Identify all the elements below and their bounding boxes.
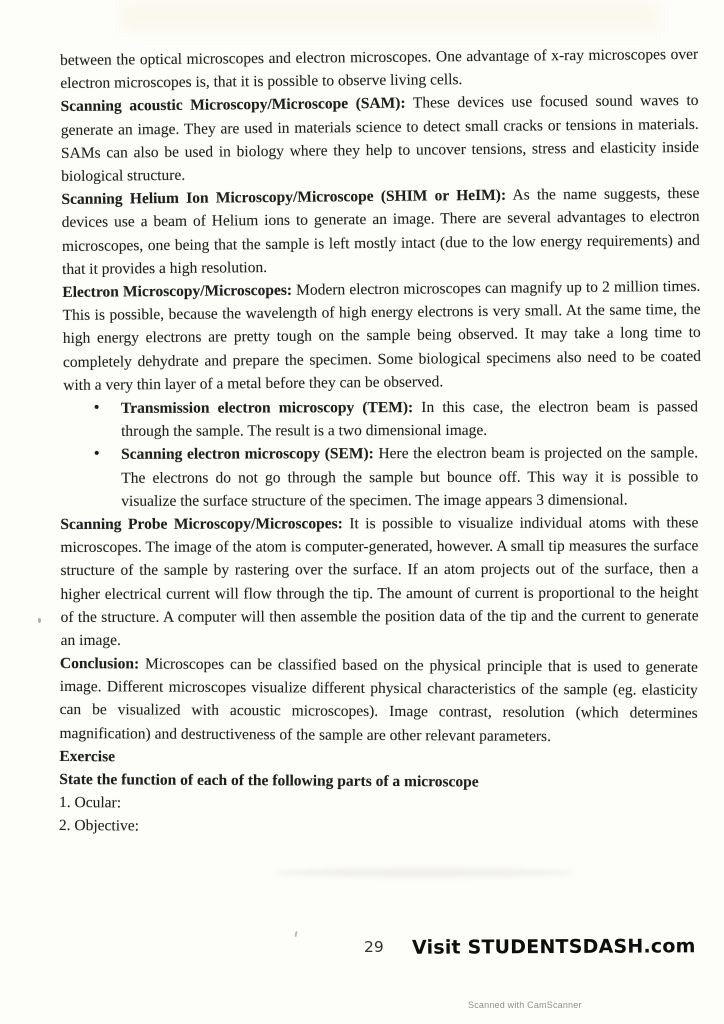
exercise-item-objective: 2. Objective: [58,817,140,836]
paragraph-text: Modern electron microscopes can magnify up to 2 million times. This is possible, because the wavelength of high energy electrons is very small. At the same time, the high energy electrons are pretty tough on the sample being observed. It may take a long time to completely dehydrate and prepare the specimen. Some biological specimens also need to be coated with a very thin layer of a metal before they can be observed. [62,277,702,394]
exercise-prompt: State the function of each of the following parts of a microscope [59,771,479,791]
scan-tint-artifact [120,2,660,32]
exercise-heading: Exercise [59,748,116,766]
scan-smudge-artifact [275,868,575,877]
bullet-lead: Scanning electron microscopy (SEM): [121,445,374,464]
paragraph-xray-continuation [60,43,698,96]
paragraph-shim [61,182,700,281]
page-number: 29 [364,938,384,956]
paragraph-text: These devices use focused sound waves to generate an image. They are used in materials science to detect small cracks or tensions in materials. SAMs can also be used in biology where they help to uncover tensions, stress and elasticity inside biological structure. [60,92,700,186]
bullet-lead: Transmission electron microscopy (TEM): [121,399,414,417]
studentsdash-promo-text: Visit STUDENTSDASH.com [412,935,697,959]
paragraph-conclusion [59,652,698,749]
paragraph-text: As the name suggests, these devices use a beam of Helium ions to generate an image. There are several advantages to electron microscopes, one being that the sample is left mostly intact (due to the low energy requirements) and that it provides a high resolution. [61,185,700,278]
paragraph-scanning-probe [60,511,698,652]
bullet-sem [121,442,698,513]
paragraph-lead: Scanning Probe Microscopy/Microscopes: [60,515,343,534]
paragraph-lead: Scanning acoustic Microscopy/Microscope (SAM): [60,95,406,116]
paragraph-sam [60,89,699,188]
middle-text-group [60,395,699,652]
scan-speck-artifact [38,618,41,623]
upper-text-group [60,43,701,397]
paragraph-lead: Electron Microscopy/Microscopes: [62,281,293,302]
paragraph-lead: Scanning Helium Ion Microscopy/Microscope (SHIM or HeIM): [61,186,507,209]
exercise-item-ocular: 1. Ocular: [59,794,122,812]
paragraph-text: Microscopes can be classified based on the physical principle that is used to generate image. Different microscopes visualize different physical characteristics of the sample (eg. elasticity can be visualized with acoustic microscopes). Image contrast, resolution (which determines magnification) and destructiveness of the sample are other relevant parameters. [59,655,698,745]
paragraph-electron [62,275,701,397]
page-body-text [58,45,702,838]
bullet-tem [121,395,698,443]
microscopy-bullet-list [60,395,698,513]
scan-tick-artifact [294,931,297,937]
bullet-text: Here the electron beam is projected on the sample. The electrons do not go through the sample but bounce off. This way it is possible to visualize the surface structure of the specimen. The image appears 3 dimensional. [121,444,699,510]
camscanner-credit: Scanned with CamScanner [468,1000,582,1010]
paragraph-text: between the optical microscopes and electron microscopes. One advantage of x-ray microscopes over electron microscopes is, that it is possible to observe living cells. [60,45,699,93]
paragraph-lead: Conclusion: [59,655,140,673]
bullet-text: In this case, the electron beam is passed through the sample. The result is a two dimensional image. [121,398,699,441]
paragraph-text: It is possible to visualize individual atoms with these microscopes. The image of the atom is computer-generated, however. A small tip measures the surface structure of the sample by rastering over the surface. If an atom projects out of the surface, then a higher electrical current will flow through the tip. The amount of current is proportional to the height of the structure. A computer will then assemble the position data of the tip and the current to generate an image. [60,514,699,650]
lower-text-group [59,652,698,842]
